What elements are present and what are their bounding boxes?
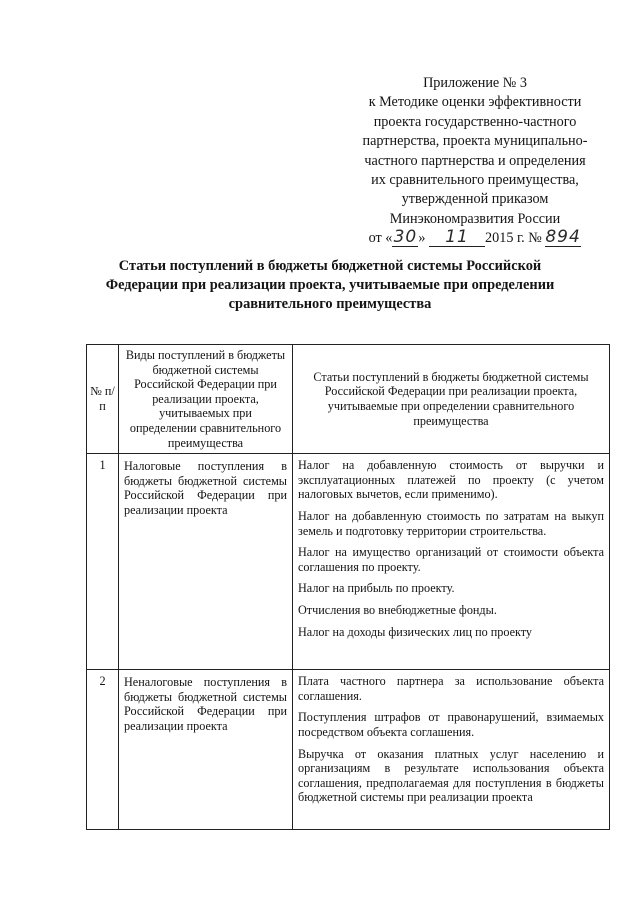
row-number: 1	[87, 454, 119, 670]
revenue-item: Налог на прибыль по проекту.	[298, 581, 455, 596]
appendix-line: проекта государственно-частного	[373, 113, 577, 130]
revenue-item: Плата частного партнера за использование объекта соглашения.	[298, 674, 604, 703]
header-revenue-items: Статьи поступлений в бюджеты бюджетной системы Российской Федерации при реализации проекта, учитываемые при определении сравнительного преимущества	[293, 345, 610, 454]
row-number: 2	[87, 670, 119, 830]
revenue-item: Выручка от оказания платных услуг населению и организациям в результате использования объекта соглашения, предполагаемая для поступления в бюджеты бюджетной системы при реализации проекта	[298, 746, 604, 805]
revenue-table	[86, 344, 610, 830]
revenue-kind: Неналоговые поступления в бюджеты бюджетной системы Российской Федерации при реализации проекта	[119, 670, 293, 830]
handwritten-month: 11	[429, 229, 485, 247]
date-year: 2015 г. №	[485, 230, 542, 247]
revenue-item: Налог на добавленную стоимость от выручки и эксплуатационных платежей по проекту (с учетом налоговых вычетов, если применимо).	[298, 458, 604, 502]
revenue-item: Налог на имущество организаций от стоимости объекта соглашения по проекту.	[298, 545, 604, 574]
header-revenue-kinds: Виды поступлений в бюджеты бюджетной системы Российской Федерации при реализации проекта, учитываемых при определении сравнительного преимущества	[119, 345, 293, 454]
revenue-item: Налог на добавленную стоимость по затратам на выкуп земель и подготовку территории строительства.	[298, 508, 604, 538]
revenue-items	[293, 454, 610, 670]
table-header-row	[87, 345, 610, 454]
appendix-line: Минэкономразвития России	[389, 210, 561, 227]
appendix-line: утвержденной приказом	[401, 191, 549, 208]
revenue-kind: Налоговые поступления в бюджеты бюджетной системы Российской Федерации при реализации проекта	[119, 454, 293, 670]
title-line: Федерации при реализации проекта, учитываемые при определении	[105, 277, 555, 293]
date-separator: »	[418, 230, 426, 247]
header-number: № п/п	[87, 345, 119, 454]
document-title	[100, 257, 560, 314]
table-row	[87, 670, 610, 830]
appendix-line: партнерства, проекта муниципально-	[362, 133, 588, 150]
title-line: сравнительного преимущества	[228, 296, 432, 312]
order-date-line	[330, 229, 620, 248]
handwritten-order-number: 894	[545, 227, 581, 248]
title-line: Статьи поступлений в бюджеты бюджетной системы Российской	[118, 258, 542, 274]
appendix-line: Приложение № 3	[423, 75, 527, 91]
revenue-item: Налог на доходы физических лиц по проекту	[298, 624, 533, 639]
revenue-items	[293, 670, 610, 830]
appendix-line: их сравнительного преимущества,	[371, 172, 579, 189]
date-prefix: от «	[368, 230, 393, 247]
appendix-line: к Методике оценки эффективности	[368, 94, 582, 111]
revenue-item: Поступления штрафов от правонарушений, взимаемых посредством объекта соглашения.	[298, 710, 604, 739]
handwritten-day: 30	[393, 227, 418, 248]
appendix-header	[330, 74, 620, 249]
appendix-line: частного партнерства и определения	[364, 152, 586, 169]
table-row	[87, 454, 610, 670]
revenue-item: Отчисления во внебюджетные фонды.	[298, 602, 497, 617]
